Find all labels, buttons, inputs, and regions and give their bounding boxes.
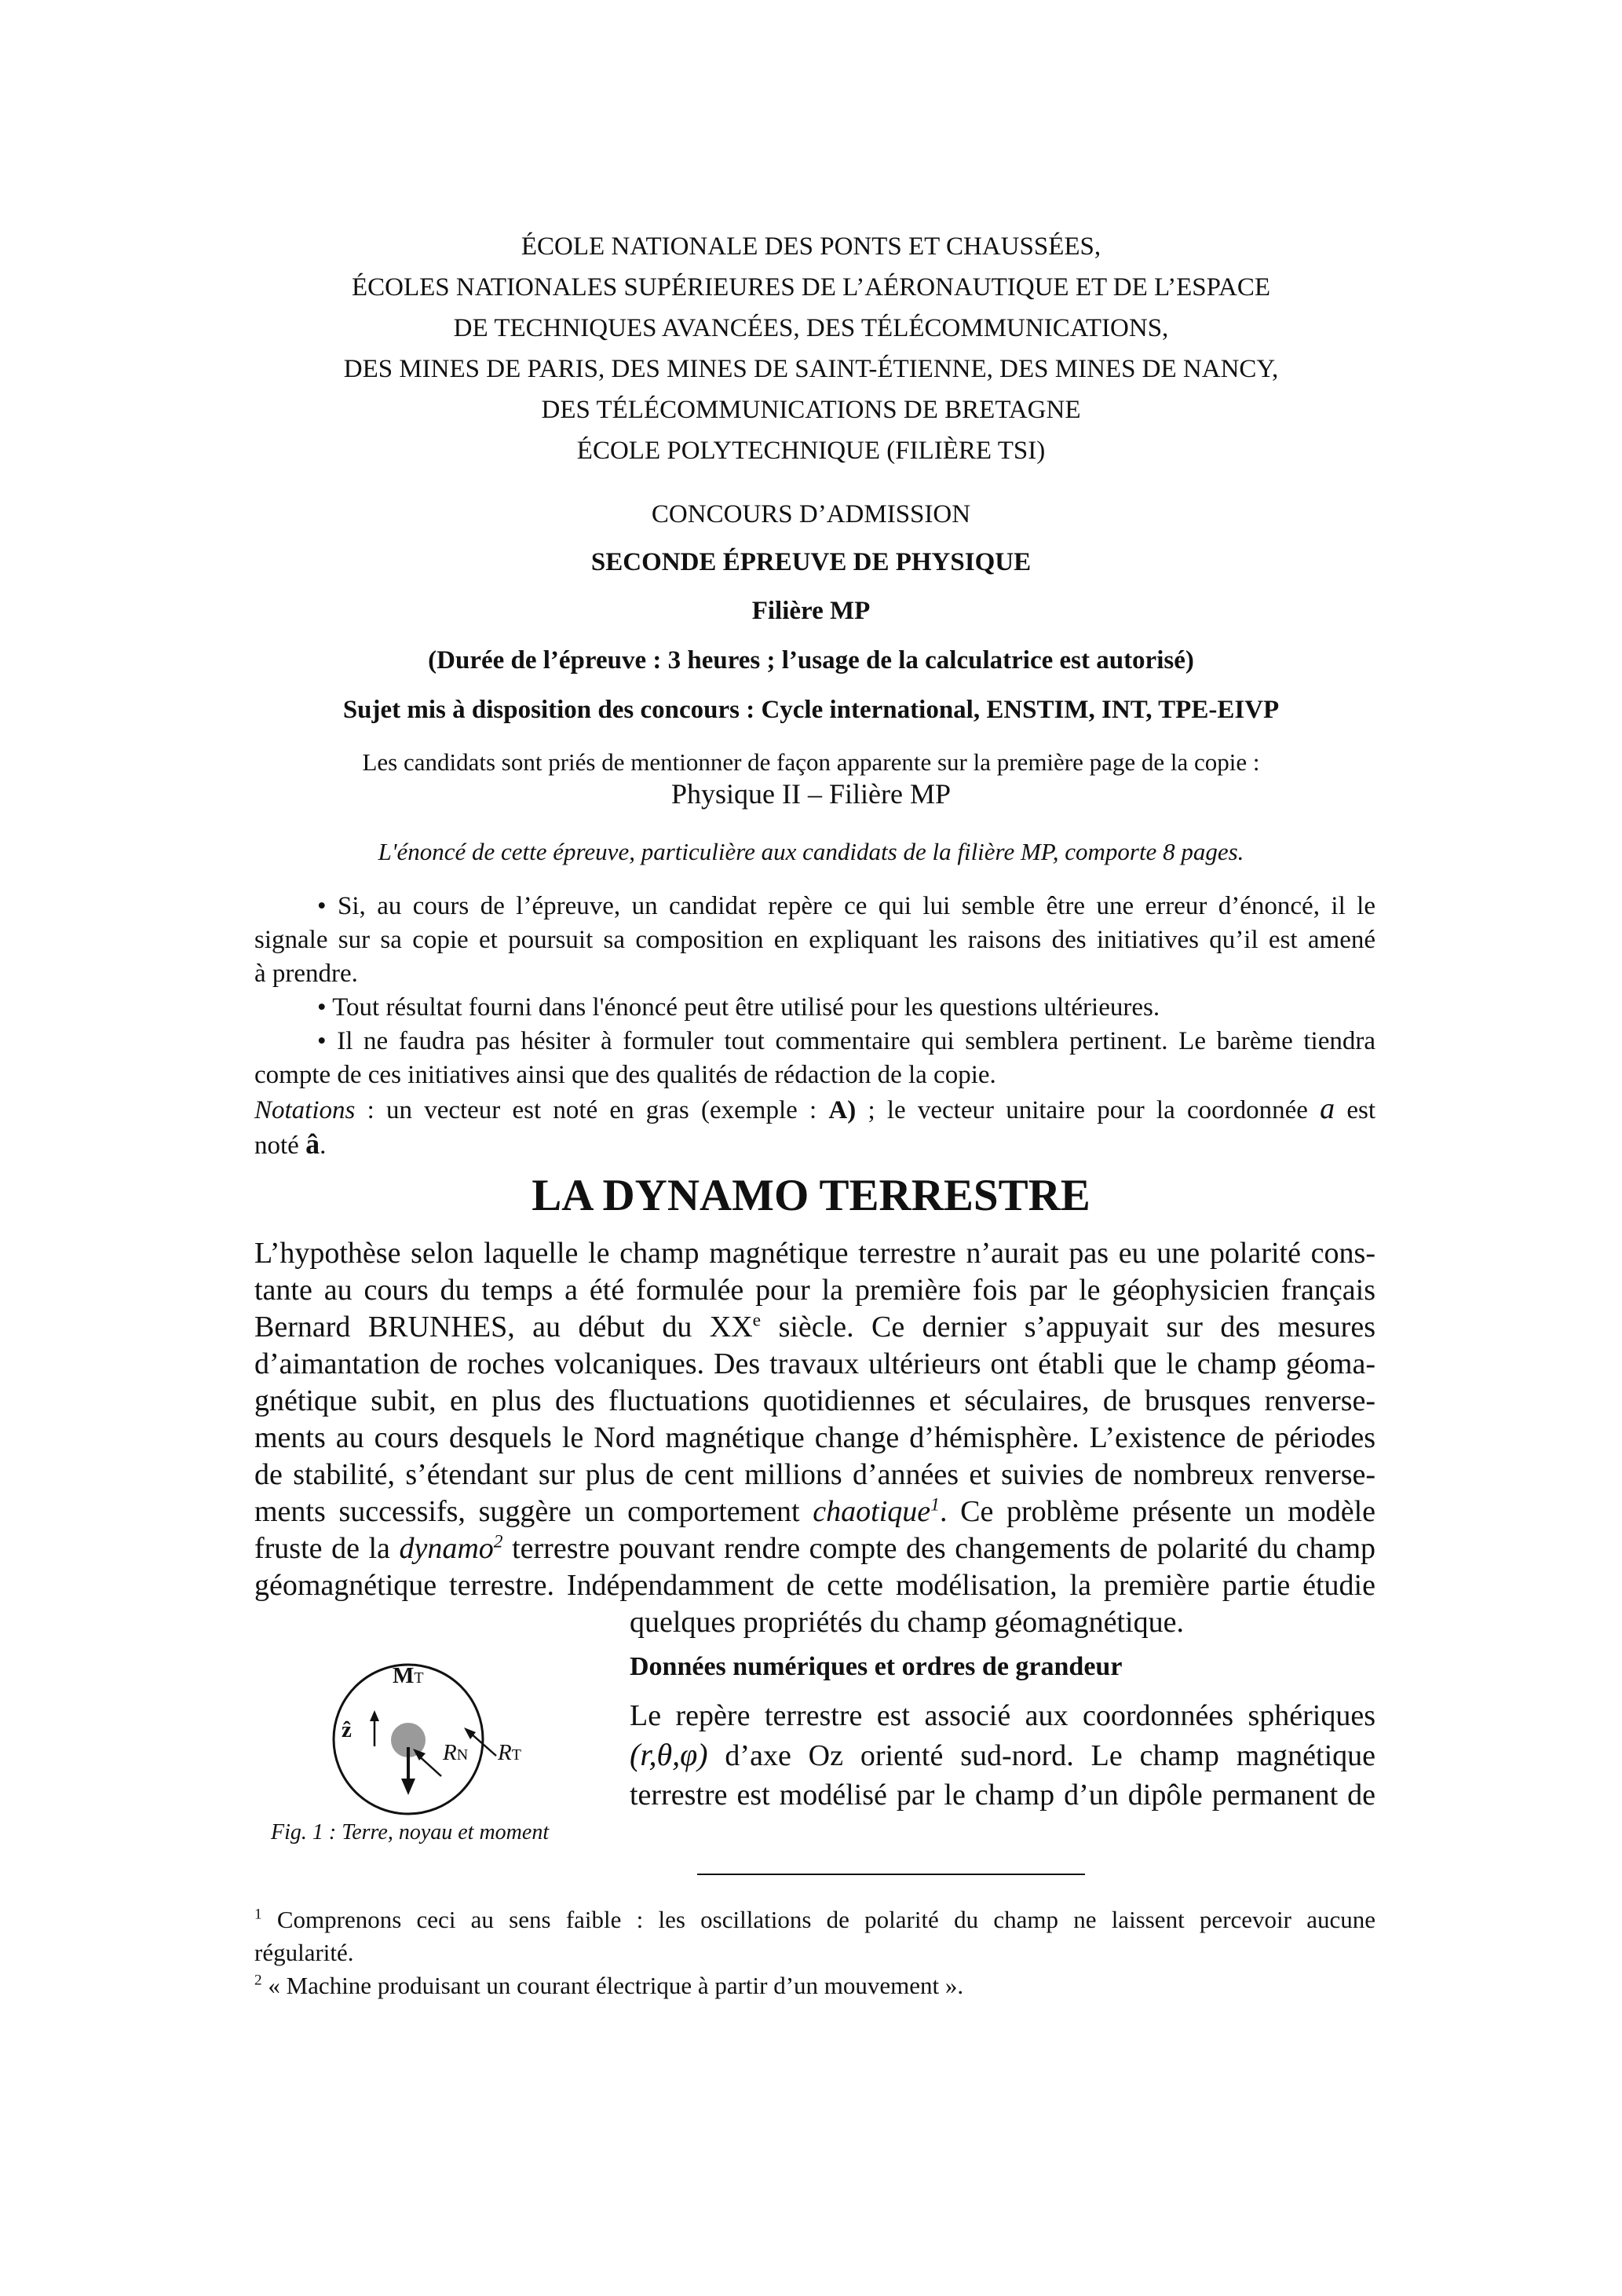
intro-line-9 [254,1530,1375,1567]
footnote-1-number: 1 [254,1906,262,1923]
intro-line-8 [254,1493,1375,1530]
section-line-2 [630,1735,1375,1775]
footnote-1-text: Comprenons ceci au sens faible : les oscillations de polarité du champ ne laissent percevoir aucune [261,1906,1375,1933]
footnote-ref-2: 2 [493,1531,503,1552]
notations-line [254,1092,1375,1128]
century-sup: e [752,1310,762,1331]
footnote-ref-1: 1 [930,1494,940,1515]
bullet-1-end: à prendre. [254,960,358,988]
school-line-2: ÉCOLES NATIONALES SUPÉRIEURES DE L’AÉRONAUTIQUE ET DE L’ESPACE [351,273,1270,302]
intro-line-2: tante au cours du temps a été formulée pour la première fois par le géophysicien français [254,1274,1375,1307]
intro-line-11: quelques propriétés du champ géomagnétique. [630,1606,1184,1639]
footnote-1-cont: régularité. [254,1939,354,1966]
sujet-label: Sujet mis à disposition des concours : Cycle international, ENSTIM, INT, TPE-EIVP [342,696,1280,724]
chaotique-term: chaotique [813,1495,931,1528]
physique-label: Physique II – Filière MP [671,778,951,810]
mention-text: Les candidats sont priés de mentionner de façon apparente sur la première page de la copie : [362,748,1260,776]
notations-text-3: est [1335,1096,1375,1124]
footnote-2-text: « Machine produisant un courant électrique à partir d’un mouvement ». [261,1972,964,1999]
intro-paragraph [254,1235,1375,1641]
section-line-2-rest: d’axe Oz orienté sud-nord. Le champ magnétique [707,1739,1375,1772]
intro-line-10: géomagnétique terrestre. Indépendamment de cette modélisation, la première partie étudie [254,1569,1375,1602]
figure-caption: Fig. 1 : Terre, noyau et moment [271,1820,550,1844]
section-paragraph [630,1696,1375,1815]
earth-diagram [330,1649,597,1830]
intro-line-6: ments au cours desquels le Nord magnétique change d’hémisphère. L’existence de périodes [254,1421,1375,1454]
instructions [254,890,1375,1163]
intro-line-9-b: terrestre pouvant rendre compte des changements de polarité du champ [502,1532,1376,1565]
section-line-3: terrestre est modélisé par le champ d’un dipôle permanent de [630,1779,1375,1812]
school-line-3: DE TECHNIQUES AVANCÉES, DES TÉLÉCOMMUNICATIONS, [453,314,1169,342]
school-line-4: DES MINES DE PARIS, DES MINES DE SAINT-ÉTIENNE, DES MINES DE NANCY, [343,355,1279,383]
dynamo-term: dynamo [399,1532,494,1565]
enonce-note: L'énoncé de cette épreuve, particulière aux candidats de la filière MP, comporte 8 pages. [378,838,1244,865]
intro-line-7: de stabilité, s’étendant sur plus de cent millions d’années et suivies de nombreux renverse- [254,1458,1375,1491]
notations-example: A) [828,1096,857,1124]
intro-line-8-b: . Ce problème présente un modèle [939,1495,1375,1528]
label-rn: RN [443,1740,469,1765]
label-z: ẑ [342,1717,352,1742]
duree-label: (Durée de l’épreuve : 3 heures ; l’usage de la calculatrice est autorisé) [428,646,1194,675]
bullet-3-cont: compte de ces initiatives ainsi que des qualités de rédaction de la copie. [254,1061,996,1089]
intro-line-9-a: fruste de la [254,1532,400,1565]
school-line-1: ÉCOLE NATIONALE DES PONTS ET CHAUSSÉES, [521,232,1101,261]
intro-line-3 [254,1309,1375,1346]
notations-text: : un vecteur est noté en gras (exemple : [355,1096,829,1124]
bullet-1-cont: signale sur sa copie et poursuit sa composition en expliquant les raisons des initiatives qu’il est amené [254,926,1375,954]
section-heading: Données numériques et ordres de grandeur [630,1652,1123,1681]
school-line-6: ÉCOLE POLYTECHNIQUE (FILIÈRE TSI) [576,437,1046,465]
footnote-1 [254,1903,1375,1936]
filiere-label: Filière MP [751,597,871,625]
intro-line-4: d’aimantation de roches volcaniques. Des travaux ultérieurs ont établi que le champ géoma- [254,1347,1375,1380]
intro-line-3-a: Bernard BRUNHES, au début du XX [254,1311,753,1344]
label-moment: MT [393,1663,424,1688]
school-line-5: DES TÉLÉCOMMUNICATIONS DE BRETAGNE [541,396,1081,424]
notations-line2-text: noté [254,1132,306,1160]
bullet-2: • Tout résultat fourni dans l'énoncé peut être utilisé pour les questions ultérieures. [317,993,1160,1022]
intro-line-5: gnétique subit, en plus des fluctuations quotidiennes et séculaires, de brusques renverse- [254,1384,1375,1417]
notations-coord: a [1320,1092,1335,1125]
epreuve-title: SECONDE ÉPREUVE DE PHYSIQUE [590,548,1032,576]
footnote-2-number: 2 [254,1972,262,1989]
notations-unit: â [305,1128,320,1160]
rt-arrowhead [464,1727,476,1739]
z-axis-arrowhead [370,1710,379,1721]
notations-line-2 [254,1128,1375,1163]
notations-text-2: ; le vecteur unitaire pour la coordonnée [856,1096,1321,1124]
spherical-coords: (r,θ,φ) [630,1737,708,1772]
notations-label: Notations [254,1096,356,1124]
footnotes [254,1903,1375,2002]
notations-end: . [320,1132,327,1160]
label-rt: RT [498,1740,521,1765]
bullet-3: • Il ne faudra pas hésiter à formuler tout commentaire qui semblera pertinent. Le barème tiendra [317,1027,1375,1055]
footnote-2 [254,1969,1375,2002]
moment-arrowhead [401,1779,415,1795]
figure-earth [330,1649,597,1830]
concours-label: CONCOURS D’ADMISSION [651,500,971,528]
intro-line-8-a: ments successifs, suggère un comportement [254,1495,813,1528]
footnote-separator [697,1874,1085,1875]
main-title: LA DYNAMO TERRESTRE [532,1171,1090,1220]
intro-line-1: L’hypothèse selon laquelle le champ magnétique terrestre n’aurait pas eu une polarité cons- [254,1237,1375,1270]
bullet-1: • Si, au cours de l’épreuve, un candidat repère ce qui lui semble être une erreur d’énoncé, il le [317,892,1375,920]
section-line-1: Le repère terrestre est associé aux coordonnées sphériques [630,1699,1375,1732]
intro-line-3-b: siècle. Ce dernier s’appuyait sur des mesures [761,1311,1375,1344]
